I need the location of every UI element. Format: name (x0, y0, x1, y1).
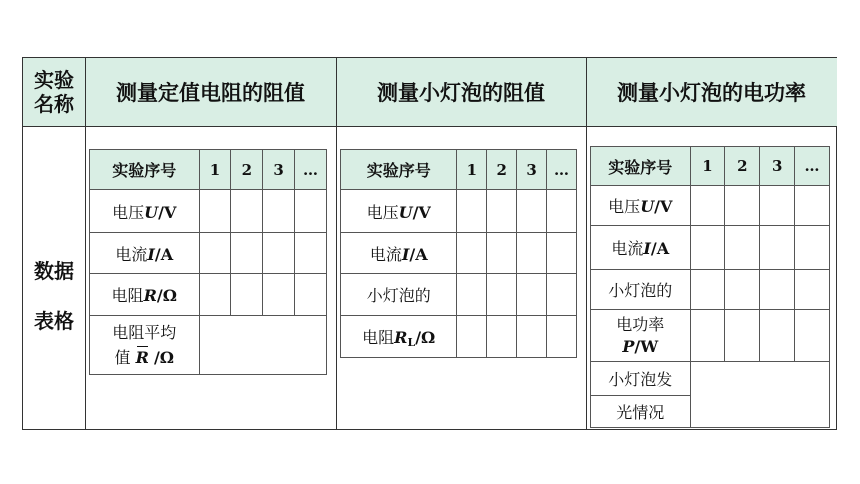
current-label: 电流I/A (591, 226, 691, 270)
trial-more: … (295, 150, 327, 190)
trial-3: 3 (263, 150, 295, 190)
data-table-resistor (89, 149, 327, 375)
trial-3: 3 (760, 147, 795, 186)
trial-2: 2 (231, 150, 263, 190)
table-row (591, 226, 830, 270)
table-row (341, 274, 577, 316)
header-cell-experiment-name (23, 58, 85, 126)
table-row (591, 270, 830, 310)
trial-more: … (547, 150, 577, 190)
current-label: 电流I/A (341, 233, 457, 274)
table-row (591, 310, 830, 362)
trial-2: 2 (725, 147, 760, 186)
table-row (90, 233, 327, 274)
table-row (341, 316, 577, 358)
table-row (591, 362, 830, 396)
column-divider (85, 58, 86, 429)
header-row-title-line1: 实验 (34, 68, 74, 92)
bulb-of-label: 小灯泡的 (341, 274, 457, 316)
column-divider (336, 58, 337, 429)
header-divider (23, 126, 836, 127)
column-divider (586, 58, 587, 429)
table-row (90, 274, 327, 316)
header-row-title-line2: 名称 (34, 92, 74, 116)
trial-1: 1 (457, 150, 487, 190)
table-row (341, 233, 577, 274)
voltage-label: 电压U/V (591, 186, 691, 226)
table-row (90, 190, 327, 233)
table-row (341, 190, 577, 233)
header-experiment-1: 测量定值电阻的阻值 (85, 58, 336, 126)
table-row (90, 316, 327, 375)
header-experiment-2: 测量小灯泡的阻值 (336, 58, 586, 126)
data-table-bulb-resistance (340, 149, 577, 358)
side-label-line2: 表格 (34, 309, 74, 333)
trial-1: 1 (690, 147, 725, 186)
voltage-label: 电压U/V (341, 190, 457, 233)
voltage-label: 电压U/V (90, 190, 200, 233)
serial-label: 实验序号 (341, 150, 457, 190)
serial-label: 实验序号 (591, 147, 691, 186)
trial-1: 1 (199, 150, 231, 190)
bulb-resistance-label: 电阻$R_L/\Omega$ (341, 316, 457, 358)
trial-2: 2 (487, 150, 517, 190)
resistance-label: 电阻R/Ω (90, 274, 200, 316)
table-row (90, 150, 327, 190)
power-label: 电功率 P/W (591, 310, 691, 362)
average-resistance-label: 电阻平均 值 R /Ω (90, 316, 200, 375)
glow-label-line1: 小灯泡发 (591, 362, 691, 396)
current-label: 电流I/A (90, 233, 200, 274)
data-table-label (23, 246, 85, 346)
side-label-line1: 数据 (34, 259, 74, 283)
trial-3: 3 (517, 150, 547, 190)
bulb-of-label: 小灯泡的 (591, 270, 691, 310)
data-table-bulb-power (590, 146, 830, 428)
table-row (591, 147, 830, 186)
glow-label-line2: 光情况 (591, 396, 691, 428)
trial-more: … (795, 147, 830, 186)
header-experiment-3: 测量小灯泡的电功率 (586, 58, 837, 126)
table-row (341, 150, 577, 190)
table-row (591, 186, 830, 226)
serial-label: 实验序号 (90, 150, 200, 190)
